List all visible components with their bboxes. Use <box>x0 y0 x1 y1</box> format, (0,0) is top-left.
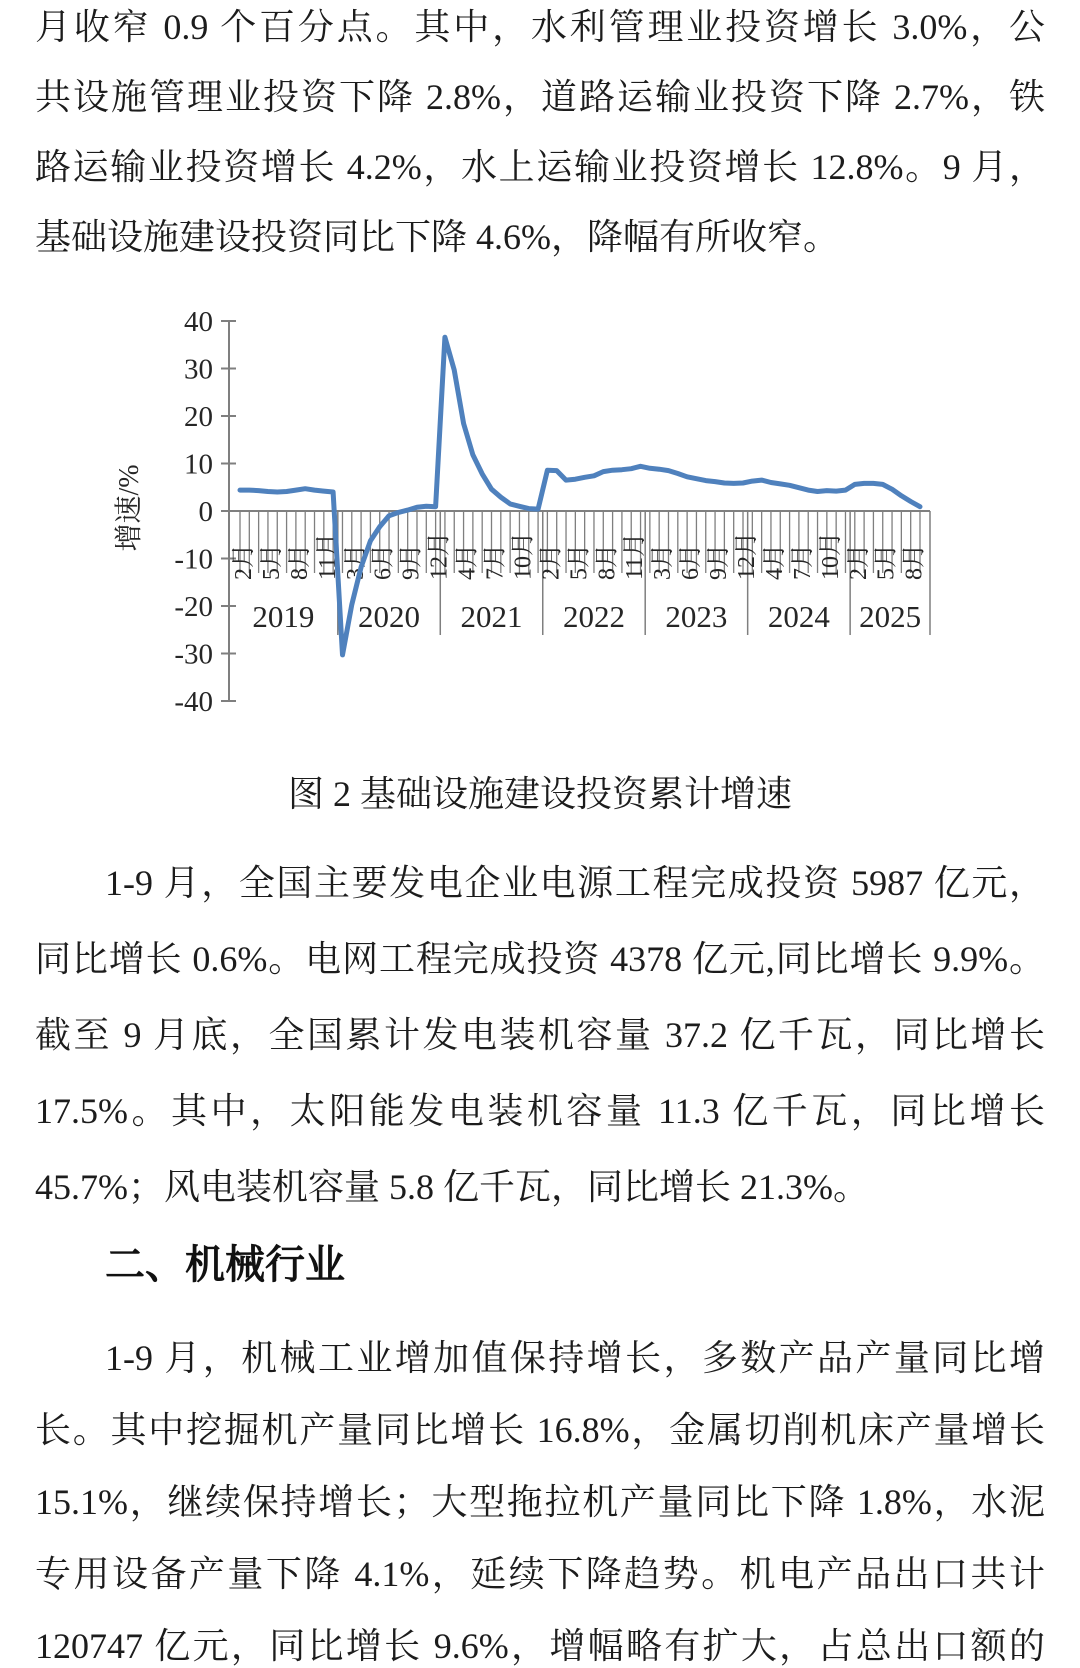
chart-svg <box>110 278 950 718</box>
text-line: 同比增长 0.6%。电网工程完成投资 4378 亿元,同比增长 9.9%。 <box>35 939 1045 979</box>
year-label: 2024 <box>767 599 830 634</box>
text-line: 路运输业投资增长 4.2%，水上运输业投资增长 12.8%。9 月， <box>35 147 1045 187</box>
x-tick-label: 12月 <box>734 532 761 580</box>
x-tick-label: 12月 <box>426 532 453 580</box>
x-tick-label: 10月 <box>817 532 844 580</box>
x-tick-label: 8月 <box>594 544 621 580</box>
x-tick-label: 2月 <box>845 544 872 580</box>
x-tick-label: 11月 <box>622 532 649 580</box>
x-tick-label: 6月 <box>678 544 705 580</box>
year-label: 2019 <box>252 599 315 634</box>
x-tick-label: 6月 <box>370 544 397 580</box>
text-line: 共设施管理业投资下降 2.8%，道路运输业投资下降 2.7%，铁 <box>35 77 1045 117</box>
y-tick-label: -10 <box>174 543 213 576</box>
x-tick-label: 11月 <box>314 532 341 580</box>
text-line: 120747 亿元，同比增长 9.6%，增幅略有扩大，占总出口额的 <box>35 1626 1045 1666</box>
figure-2 <box>0 278 1080 718</box>
line-chart-infrastructure-growth <box>110 278 950 718</box>
text-line: 17.5%。其中，太阳能发电装机容量 11.3 亿千瓦，同比增长 <box>35 1091 1045 1131</box>
x-tick-label: 2月 <box>538 544 565 580</box>
year-label: 2021 <box>460 599 523 634</box>
text-line: 月收窄 0.9 个百分点。其中，水利管理业投资增长 3.0%，公 <box>35 7 1045 47</box>
x-tick-label: 9月 <box>706 544 733 580</box>
paragraph-infrastructure <box>35 0 1045 272</box>
x-tick-label: 9月 <box>398 544 425 580</box>
x-tick-label: 5月 <box>258 544 285 580</box>
x-tick-label: 5月 <box>873 544 900 580</box>
text-line: 1-9 月，全国主要发电企业电源工程完成投资 5987 亿元， <box>105 863 1045 903</box>
section-heading-machinery: 二、机械行业 <box>105 1243 345 1287</box>
paragraph-machinery <box>35 1322 1045 1668</box>
text-line: 15.1%，继续保持增长；大型拖拉机产量同比下降 1.8%，水泥 <box>35 1482 1045 1522</box>
year-label: 2022 <box>562 599 625 634</box>
y-tick-label: -40 <box>174 686 213 718</box>
text-line: 1-9 月，机械工业增加值保持增长，多数产品产量同比增 <box>105 1338 1045 1378</box>
x-tick-label: 3月 <box>342 544 369 580</box>
y-tick-label: 0 <box>198 496 213 528</box>
x-tick-label: 3月 <box>650 544 677 580</box>
x-tick-label: 10月 <box>510 532 537 580</box>
y-tick-label: 40 <box>184 306 213 338</box>
x-tick-label: 7月 <box>789 544 816 580</box>
x-tick-label: 5月 <box>566 544 593 580</box>
year-label: 2023 <box>665 599 728 634</box>
y-tick-label: -20 <box>174 591 213 623</box>
text-line: 专用设备产量下降 4.1%，延续下降趋势。机电产品出口共计 <box>35 1554 1045 1594</box>
x-tick-label: 2月 <box>231 544 257 580</box>
x-tick-label: 4月 <box>454 544 481 580</box>
y-tick-label: 20 <box>184 401 213 433</box>
year-label: 2020 <box>358 599 421 634</box>
text-line: 长。其中挖掘机产量同比增长 16.8%，金属切削机床产量增长 <box>35 1410 1045 1450</box>
text-line: 45.7%；风电装机容量 5.8 亿千瓦，同比增长 21.3%。 <box>35 1167 869 1207</box>
x-tick-label: 8月 <box>901 544 928 580</box>
y-axis-label: 增速/% <box>114 464 145 552</box>
y-tick-label: 30 <box>184 353 213 386</box>
figure-caption: 图 2 基础设施建设投资累计增速 <box>287 774 792 814</box>
x-tick-label: 8月 <box>286 544 313 580</box>
text-line: 基础设施建设投资同比下降 4.6%，降幅有所收窄。 <box>35 217 839 257</box>
y-tick-label: -30 <box>174 638 213 671</box>
year-label: 2025 <box>859 599 922 634</box>
paragraph-power-investment <box>35 845 1045 1225</box>
text-line: 截至 9 月底，全国累计发电装机容量 37.2 亿千瓦，同比增长 <box>35 1015 1045 1055</box>
x-tick-label: 7月 <box>482 544 509 580</box>
x-tick-label: 4月 <box>761 544 788 580</box>
y-tick-label: 10 <box>184 448 213 481</box>
